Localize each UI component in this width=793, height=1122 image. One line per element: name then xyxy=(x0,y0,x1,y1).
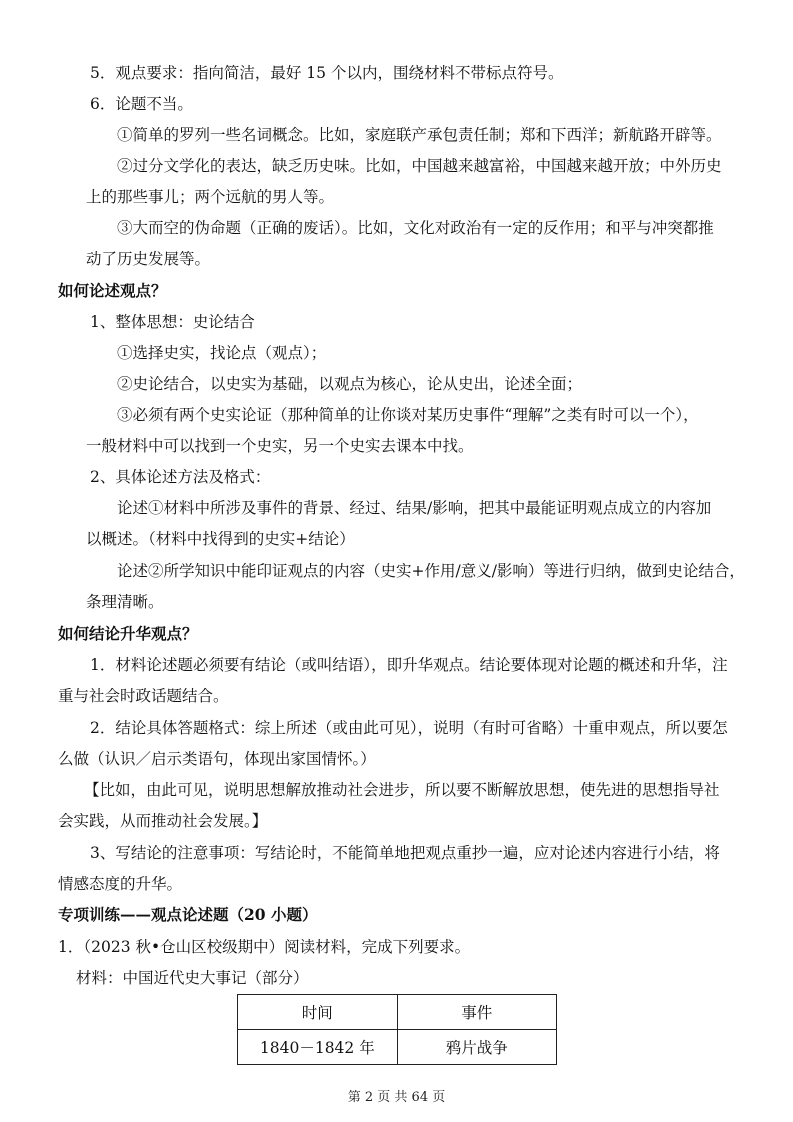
text-line: ②史论结合，以史实为基础，以观点为核心，论从史出，论述全面； xyxy=(117,375,583,393)
text-line: 条理清晰。 xyxy=(86,593,164,611)
page-footer: 第 2 页 共 64 页 xyxy=(347,1090,446,1105)
question-line: 1．（2023 秋•仓山区校级期中）阅读材料，完成下列要求。 xyxy=(58,938,471,956)
text-line: 论述②所学知识中能印证观点的内容（史实+作用/意义/影响）等进行归纳，做到史论结合， xyxy=(117,562,745,580)
table-header-cell: 事件 xyxy=(397,995,556,1030)
text-line: 情感态度的升华。 xyxy=(58,875,183,893)
text-line: 1、整体思想：史论结合 xyxy=(90,313,255,331)
table-cell: 鸦片战争 xyxy=(397,1030,556,1065)
events-table xyxy=(237,994,557,1065)
text-line: 2、具体论述方法及格式： xyxy=(90,468,271,486)
text-line: 3、写结论的注意事项：写结论时，不能简单地把观点重抄一遍，应对论述内容进行小结，将 xyxy=(90,844,720,862)
text-line: ①选择史实，找论点（观点）； xyxy=(117,344,327,362)
text-line: ③大而空的伪命题（正确的废话）。比如，文化对政治有一定的反作用；和平与冲突都推 xyxy=(117,219,714,237)
text-line: 1．材料论述题必须要有结论（或叫结语），即升华观点。结论要体现对论题的概述和升华，注 xyxy=(90,656,728,674)
text-line: ①简单的罗列一些名词概念。比如，家庭联产承包责任制；郑和下西洋；新航路开辟等。 xyxy=(117,126,722,144)
text-line: ②过分文学化的表达，缺乏历史味。比如，中国越来越富裕，中国越来越开放；中外历史 xyxy=(117,157,722,175)
text-line: 论述①材料中所涉及事件的背景、经过、结果/影响，把其中最能证明观点成立的内容加 xyxy=(117,499,712,517)
text-line: 5．观点要求：指向简洁，最好 15 个以内，围绕材料不带标点符号。 xyxy=(90,64,564,82)
table-row xyxy=(238,1030,557,1065)
text-line: 会实践，从而推动社会发展。】 xyxy=(58,812,268,830)
table-header-cell: 时间 xyxy=(238,995,398,1030)
text-line: 么做（认识／启示类语句，体现出家国情怀。） xyxy=(58,750,376,768)
text-line: 【比如，由此可见，说明思想解放推动社会进步，所以要不断解放思想，使先进的思想指导社 xyxy=(84,781,720,799)
text-line: 上的那些事儿；两个远航的男人等。 xyxy=(86,188,335,206)
section-heading: 专项训练——观点论述题（20 小题） xyxy=(58,905,318,924)
table-header-row xyxy=(238,995,557,1030)
section-heading: 如何结论升华观点？ xyxy=(58,624,198,643)
text-line: 一般材料中可以找到一个史实，另一个史实去课本中找。 xyxy=(86,437,474,455)
text-line: 动了历史发展等。 xyxy=(86,250,211,268)
text-line: 重与社会时政话题结合。 xyxy=(58,687,229,705)
text-line: 材料：中国近代史大事记（部分） xyxy=(76,969,309,987)
text-line: 以概述。（材料中找得到的史实+结论） xyxy=(86,530,355,548)
section-heading: 如何论述观点？ xyxy=(58,281,167,300)
text-line: ③必须有两个史实论证（那种简单的让你谈对某历史事件“理解”之类有时可以一个）， xyxy=(117,406,699,424)
text-line: 2．结论具体答题格式：综上所述（或由此可见），说明（有时可省略）十重申观点，所以要怎 xyxy=(90,719,728,737)
table-cell: 1840－1842 年 xyxy=(238,1030,398,1065)
text-line: 6．论题不当。 xyxy=(90,95,193,113)
